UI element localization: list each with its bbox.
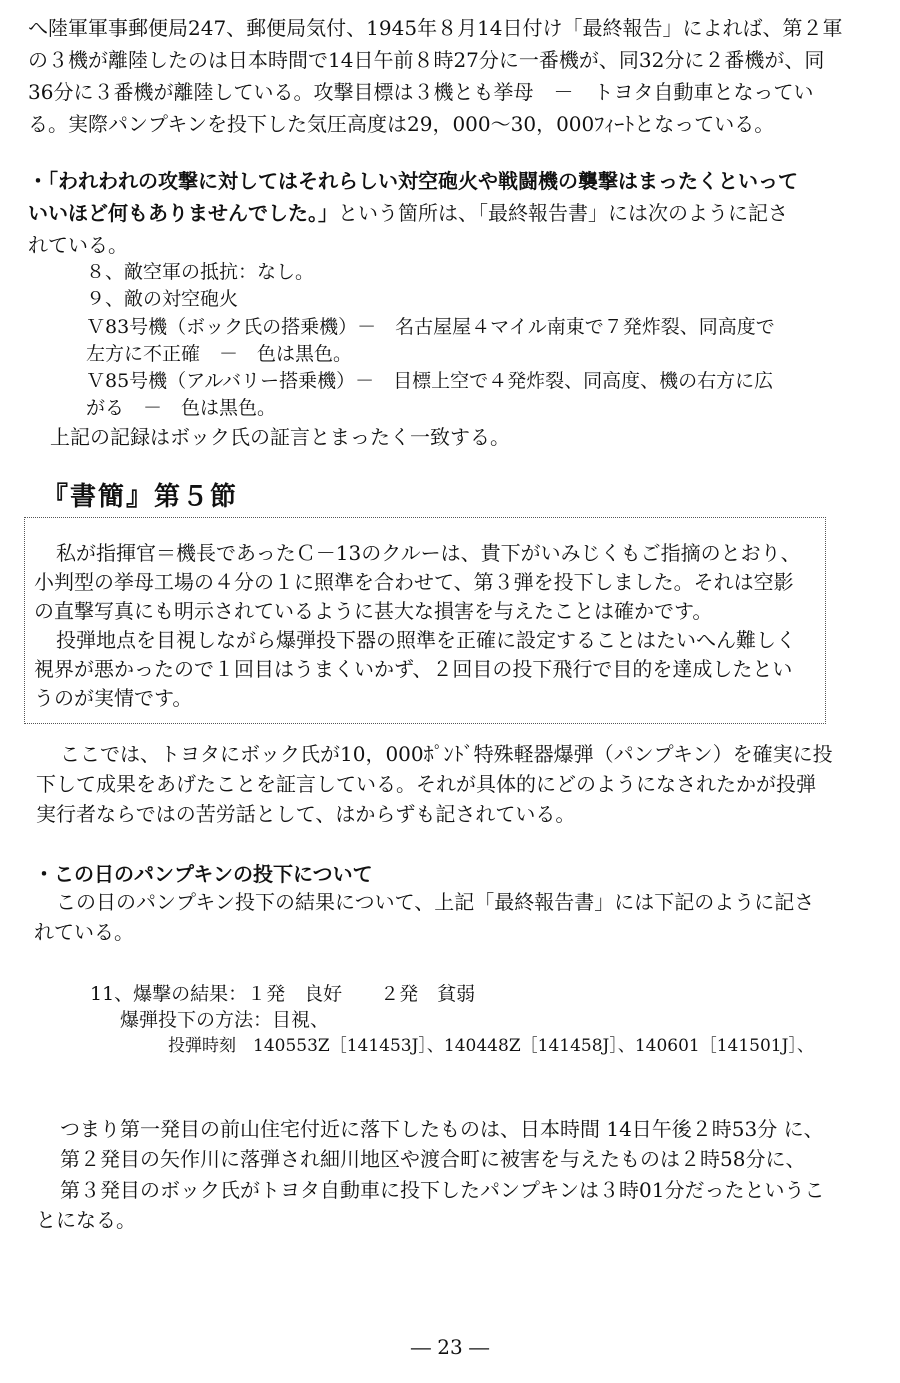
- closing-line-3: 第３発目のボック氏がトヨタ自動車に投下したパンプキンは３時01分だったというこ: [60, 1178, 825, 1202]
- section1-line-2: [28, 199, 788, 227]
- section1-bold-line-1: ・「われわれの攻撃に対してはそれらしい対空砲火や戦闘機の襲撃はまったくといって: [28, 169, 798, 193]
- commentary-line-3: 実行者ならではの苦労話として、はからずも記されている。: [36, 802, 576, 826]
- closing-line-1: つまり第一発目の前山住宅付近に落下したものは、日本時間 14日午後２時53分 に、: [60, 1117, 824, 1141]
- intro-line-2: の３機が離陸したのは日本時間で14日午前８時27分に一番機が、同32分に２番機が、同: [28, 48, 825, 72]
- report-item-8: ８、敵空軍の抵抗：なし。: [86, 261, 315, 283]
- section-heading: 『書簡』第５節: [42, 482, 239, 512]
- report-drop-times: 投弾時刻 140553Z［141453J］、140448Z［141458J］、140601［141501J］、: [168, 1036, 814, 1056]
- section2-line-2: れている。: [34, 920, 134, 944]
- report-item-9: ９、敵の対空砲火: [86, 288, 239, 310]
- letter-line-3: の直撃写真にも明示されているように甚大な損害を与えたことは確かです。: [34, 599, 713, 623]
- closing-line-4: とになる。: [36, 1208, 136, 1232]
- report-drop-method: 爆弾投下の方法：目視、: [120, 1009, 330, 1031]
- report-item-v85: Ｖ85号機（アルバリー搭乗機）－ 目標上空で４発炸裂、同高度、機の右方に広: [86, 370, 774, 392]
- report-item-v83-cont: 左方に不正確 － 色は黒色。: [86, 343, 353, 365]
- letter-line-5: 視界が悪かったので１回目はうまくいかず、２回目の投下飛行で目的を達成したとい: [34, 657, 793, 681]
- letter-line-6: うのが実情です。: [34, 686, 193, 710]
- section1-line-2-rest: という箇所は、「最終報告書」には次のように記さ: [338, 201, 788, 225]
- section1-conclusion: 上記の記録はボック氏の証言とまったく一致する。: [50, 425, 510, 449]
- letter-line-4: 投弾地点を目視しながら爆弾投下器の照準を正確に設定することはたいへん難しく: [56, 628, 796, 652]
- closing-line-2: 第２発目の矢作川に落弾され細川地区や渡合町に被害を与えたものは２時58分に、: [60, 1147, 806, 1171]
- report-item-v85-cont: がる － 色は黒色。: [86, 397, 277, 419]
- report-item-v83: Ｖ83号機（ボック氏の搭乗機）－ 名古屋屋４マイル南東で７発炸裂、同高度で: [86, 316, 775, 338]
- letter-line-2: 小判型の挙母工場の４分の１に照準を合わせて、第３弾を投下しました。それは空影: [34, 570, 794, 594]
- section1-line-3: れている。: [28, 233, 128, 257]
- section2-heading: ・この日のパンプキンの投下について: [34, 862, 373, 886]
- commentary-line-1: ここでは、トヨタにボック氏が10，000ﾎﾟﾝﾄﾞ特殊軽器爆弾（パンプキン）を確実に投: [60, 742, 833, 766]
- report-item-11: 11、爆撃の結果：１発 良好 ２発 貧弱: [90, 983, 476, 1005]
- commentary-line-2: 下して成果をあげたことを証言している。それが具体的にどのようになされたかが投弾: [36, 772, 816, 796]
- section2-line-1: この日のパンプキン投下の結果について、上記「最終報告書」には下記のように記さ: [56, 890, 815, 914]
- letter-line-1: 私が指揮官＝機長であったＣ－13のクルーは、貴下がいみじくもご指摘のとおり、: [56, 541, 801, 565]
- intro-line-3: 36分に３番機が離陸している。攻撃目標は３機とも挙母 － トヨタ自動車となってい: [28, 80, 814, 104]
- intro-line-1: へ陸軍軍事郵便局247、郵便局気付、1945年８月14日付け「最終報告」によれば、第２軍: [28, 16, 843, 40]
- intro-line-4: る。実際パンプキンを投下した気圧高度は29，000～30，000ﾌｨｰﾄとなっている。: [28, 112, 775, 136]
- section1-bold-line-2: いいほど何もありませんでした。」: [28, 201, 338, 225]
- page-number: ― 23 ―: [410, 1335, 490, 1359]
